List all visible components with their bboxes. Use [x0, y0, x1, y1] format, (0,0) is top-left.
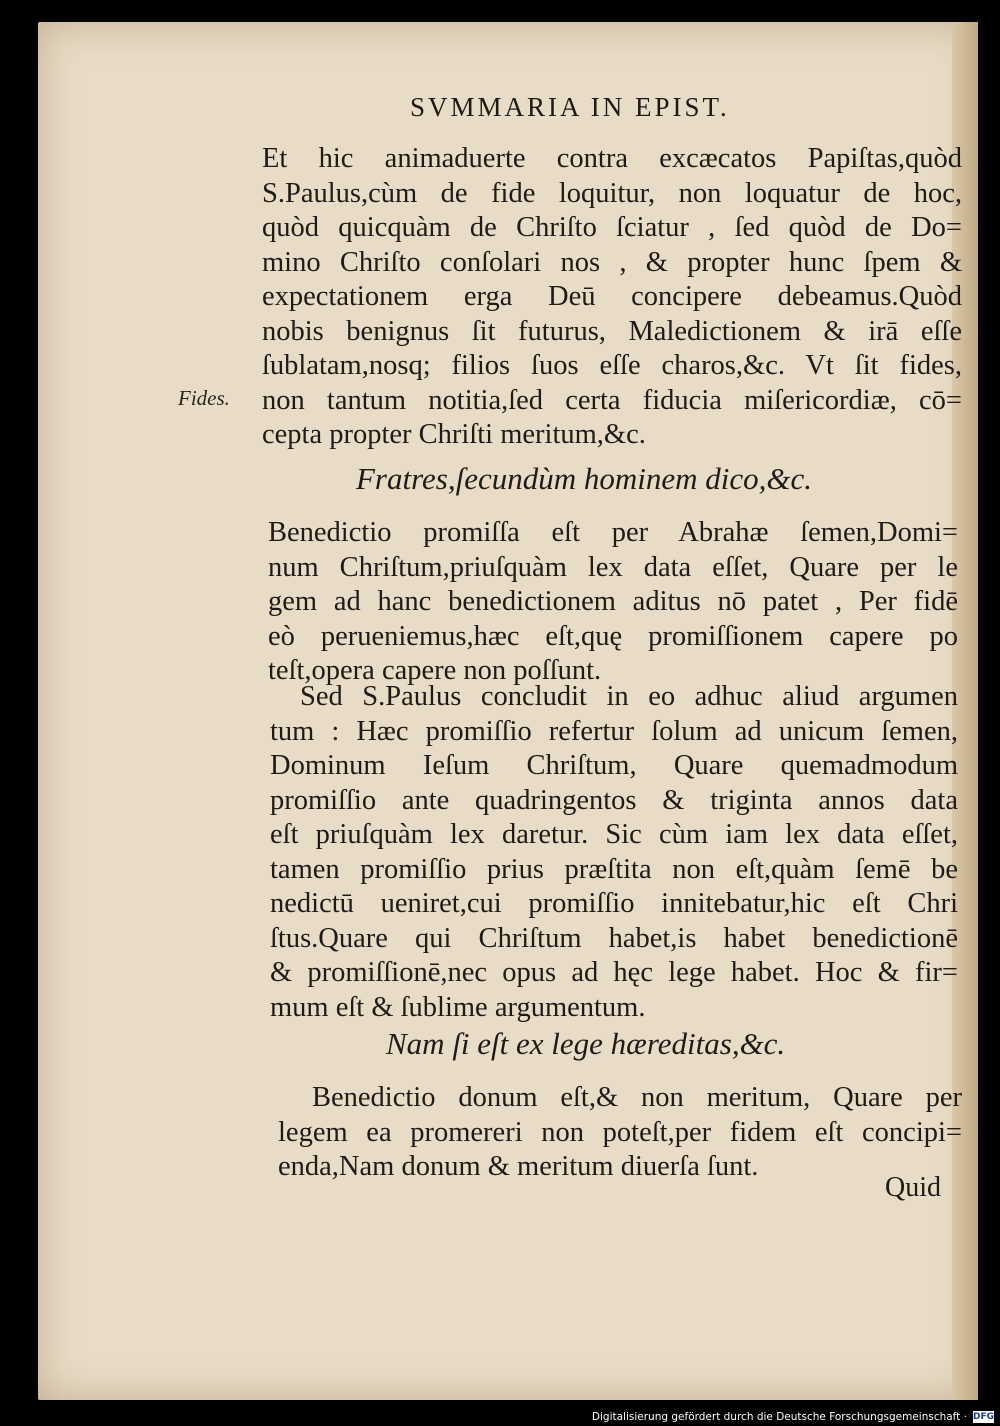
text-line: cepta propter Chriſti meritum,&c.	[262, 419, 646, 450]
text-line: quòd quicquàm de Chriſto ſciatur , ſed quòd de Do=	[262, 212, 962, 243]
paragraph-1	[262, 142, 962, 453]
text-line: legem ea promereri non poteſt,per fidem eſt concipi=	[278, 1116, 962, 1148]
paragraph-3	[270, 680, 958, 1025]
paragraph-4	[278, 1081, 962, 1185]
text-line: promiſſio ante quadringentos & triginta annos data	[270, 784, 958, 816]
digitization-footer	[591, 1408, 1000, 1426]
text-line: mum eſt & ſublime argumentum.	[270, 991, 646, 1023]
text-line: & promiſſionē,nec opus ad hęc lege habet. Hoc & fir=	[270, 957, 958, 988]
text-line: tamen promiſſio prius præſtita non eſt,quàm ſemē be	[270, 853, 958, 885]
text-line: eſt priuſquàm lex daretur. Sic cùm iam lex data eſſet,	[270, 819, 958, 850]
catchword: Quid	[885, 1172, 941, 1203]
text-line: gem ad hanc benedictionem aditus nō patet , Per fidē	[268, 586, 958, 617]
text-line: enda,Nam donum & meritum diuerſa ſunt.	[278, 1151, 759, 1182]
text-line: num Chriſtum,priuſquàm lex data eſſet, Quare per le	[268, 551, 958, 583]
text-line: Sed S.Paulus concludit in eo adhuc aliud argumen	[300, 681, 958, 712]
text-line: Benedictio donum eſt,& non meritum, Quare per	[312, 1082, 962, 1113]
text-line: Benedictio promiſſa eſt per Abrahæ ſemen,Domi=	[268, 517, 958, 548]
paragraph-2	[268, 516, 958, 689]
dfg-logo: DFG	[972, 1412, 994, 1422]
text-line: ſublatam,nosq; filios ſuos eſſe charos,&c. Vt ſit fides,	[262, 350, 962, 381]
running-head: SVMMARIA IN EPIST.	[410, 92, 730, 122]
text-line: Et hic animaduerte contra excæcatos Papiſtas,quòd	[262, 143, 962, 174]
text-line: Dominum Ieſum Chriſtum, Quare quemadmodum	[270, 750, 958, 781]
text-line: nedictū ueniret,cui promiſſio innitebatur,hic eſt Chri	[270, 888, 958, 919]
text-line: nobis benignus ſit futurus, Maledictionem & irā eſſe	[262, 315, 962, 347]
section-heading-1: Fratres,ſecundùm hominem dico,&c.	[356, 461, 813, 496]
text-line: eò perueniemus,hæc eſt,quę promiſſionem capere po	[268, 620, 958, 652]
margin-note: Fides.	[178, 386, 230, 410]
text-line: mino Chriſto conſolari nos , & propter hunc ſpem &	[262, 246, 962, 278]
text-line: expectationem erga Deū concipere debeamus.Quòd	[262, 281, 962, 312]
text-line: non tantum notitia,ſed certa fiducia miſericordiæ, cō=	[262, 384, 962, 416]
text-line: teſt,opera capere non poſſunt.	[268, 655, 602, 686]
section-heading-2: Nam ſi eſt ex lege hæreditas,&c.	[386, 1026, 786, 1061]
text-line: ſtus.Quare qui Chriſtum habet,is habet benedictionē	[270, 922, 958, 954]
footer-credit-text: Digitalisierung gefördert durch die Deutsche Forschungsgemeinschaft ·	[591, 1411, 967, 1423]
text-line: tum : Hæc promiſſio refertur ſolum ad unicum ſemen,	[270, 715, 958, 747]
text-line: S.Paulus,cùm de fide loquitur, non loquatur de hoc,	[262, 177, 962, 209]
